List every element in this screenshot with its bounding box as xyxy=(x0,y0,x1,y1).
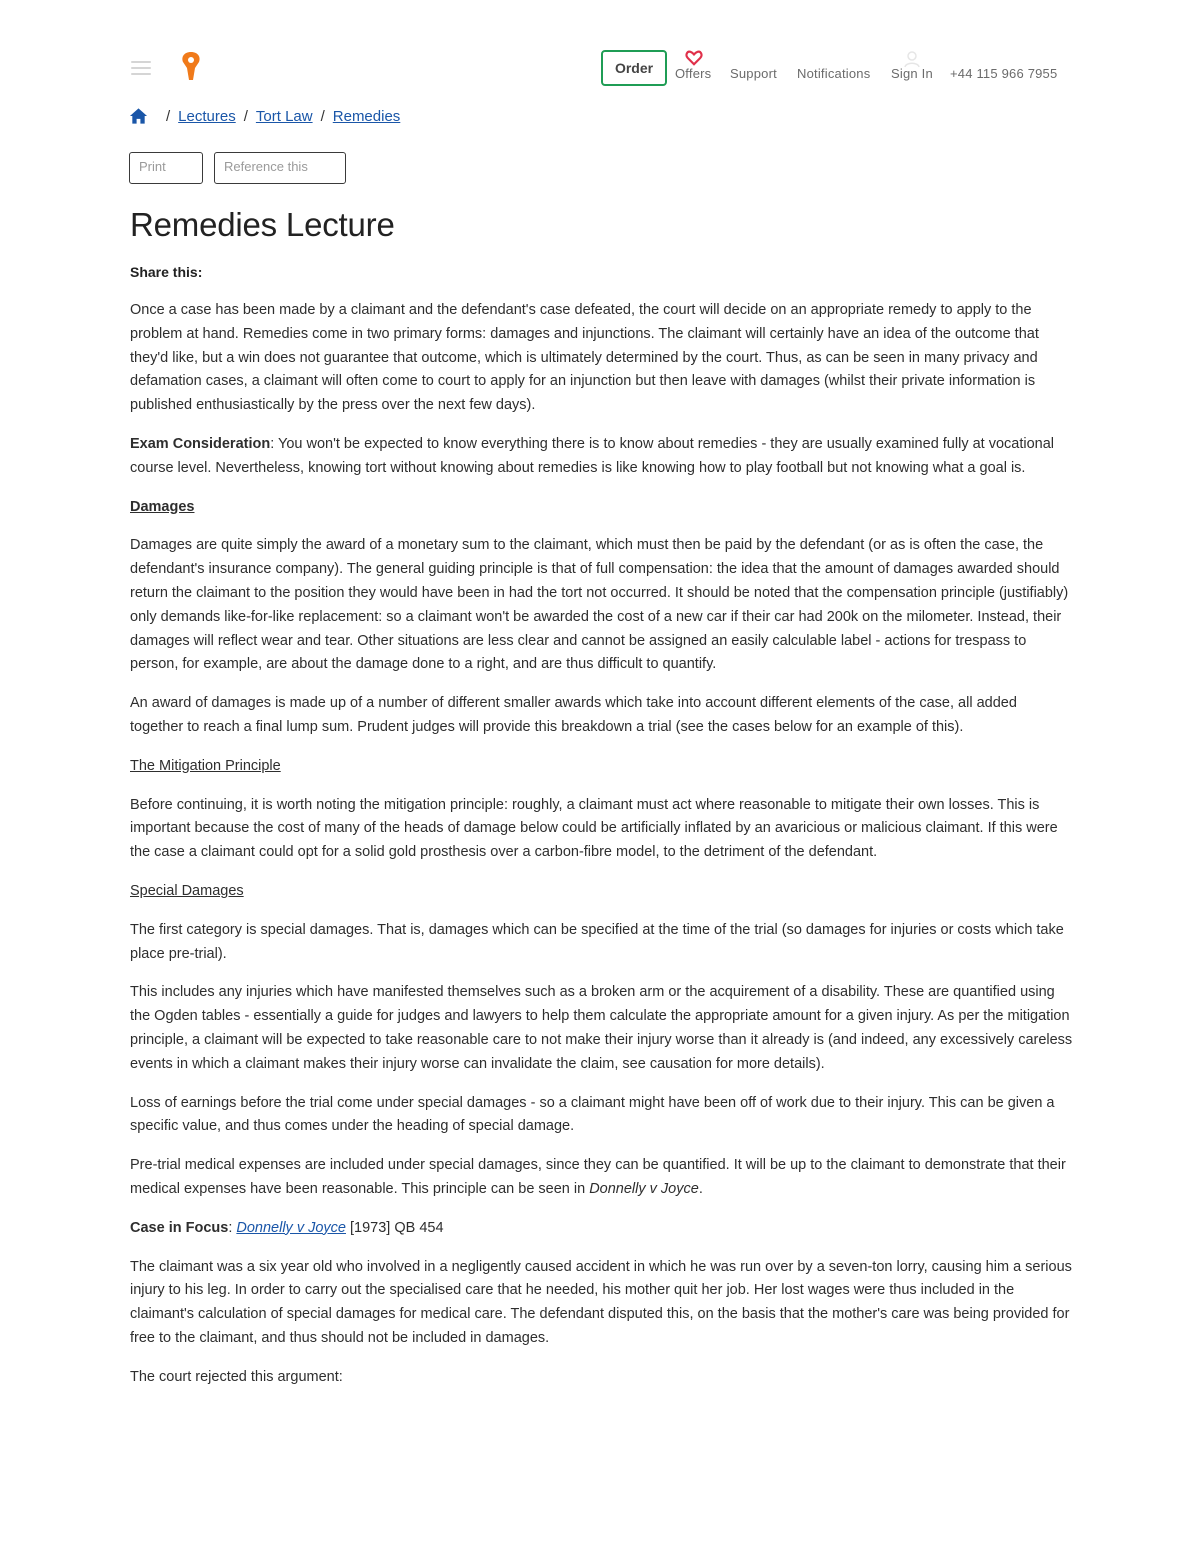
reference-button[interactable]: Reference this xyxy=(214,152,346,184)
home-icon[interactable] xyxy=(129,107,148,125)
p8-text: Pre-trial medical expenses are included under special damages, since they can be quantified. It will be up to the claimant to demonstrate that their medical expenses have been reasonable. This principle can be seen in xyxy=(130,1157,1066,1197)
case-facts-paragraph: The claimant was a six year old who involved in a negligently caused accident in which he was run over by a seven-ton lorry, causing him a serious injury to his leg. In order to carry out the specialised care that he needed, his mother quit her job. Her lost wages were thus included in the claimant's calculation of special damages for medical care. The defendant disputed this, on the basis that the mother's care was being provided for free to the claimant, and thus should not be included in damages. xyxy=(130,1258,1072,1346)
special-paragraph-2: This includes any injuries which have manifested themselves such as a broken arm or the acquirement of a disability. These are quantified using the Ogden tables - essentially a guide for judges and lawyers to help them calculate the appropriate amount for a given injury. As per the mitigation principle, a claimant will be expected to take reasonable care to not make their injury worse than it already is (and indeed, any excessively careless events in which a claimant makes their injury worse can invalidate the claim, see causation for more details). xyxy=(130,984,1073,1072)
article xyxy=(130,206,1074,1404)
exam-consideration xyxy=(130,433,1074,481)
nav-phone[interactable]: +44 115 966 7955 xyxy=(950,66,1058,81)
exam-text: : You won't be expected to know everything there is to know about remedies - they are usually examined fully at vocational course level. Nevertheless, knowing tort without knowing about remedies is like knowing how to play football but not knowing what a goal is. xyxy=(130,435,1055,476)
exam-label: Exam Consideration xyxy=(130,435,271,452)
focus-colon: : xyxy=(228,1219,237,1236)
mitigation-paragraph: Before continuing, it is worth noting the mitigation principle: roughly, a claimant must act where reasonable to mitigate their own losses. This is important because the cost of many of the heads of damage below could be artificially inflated by an avaricious or malicious claimant. If this were the case a claimant could opt for a solid gold prosthesis over a carbon-fibre model, to the detriment of the defendant. xyxy=(130,796,1058,861)
site-header xyxy=(0,44,1200,94)
special-damages-heading: Special Damages xyxy=(130,882,244,899)
page-title: Remedies Lecture xyxy=(130,206,395,243)
hamburger-menu-icon[interactable] xyxy=(131,61,151,75)
heart-icon xyxy=(685,50,703,66)
p8-case: Donnelly v Joyce xyxy=(589,1180,699,1197)
logo-icon[interactable] xyxy=(178,50,204,86)
breadcrumb-lectures[interactable]: Lectures xyxy=(178,107,236,125)
nav-support[interactable]: Support xyxy=(730,66,777,81)
order-button[interactable]: Order xyxy=(601,50,667,86)
intro-paragraph: Once a case has been made by a claimant and the defendant's case defeated, the court will decide on an appropriate remedy to apply to the problem at hand. Remedies come in two primary forms: damages and injunctions. The claimant will certainly have an idea of the outcome that they'd like, but a win does not guarantee that outcome, which is ultimately determined by the court. Thus, as can be seen in many privacy and defamation cases, a claimant will often come to court to apply for an injunction but then leave with damages (whilst their private information is published enthusiastically by the press over the next few days). xyxy=(130,302,1039,414)
breadcrumb-separator: / xyxy=(320,107,325,125)
nav-notifications[interactable]: Notifications xyxy=(797,66,871,81)
breadcrumb-separator: / xyxy=(166,107,171,125)
case-in-focus xyxy=(130,1217,1074,1241)
nav-offers[interactable]: Offers xyxy=(675,66,712,81)
special-paragraph-1: The first category is special damages. That is, damages which can be specified at the time of the trial (so damages for injuries or costs which take place pre-trial). xyxy=(130,921,1064,962)
breadcrumb xyxy=(129,107,400,125)
p8-end: . xyxy=(698,1180,703,1197)
focus-label: Case in Focus xyxy=(130,1219,229,1236)
award-paragraph: An award of damages is made up of a number of different smaller awards which take into account different elements of the case, all added together to reach a final lump sum. Prudent judges will provide this breakdown a trial (see the cases below for an example of this). xyxy=(130,695,1017,735)
breadcrumb-separator: / xyxy=(243,107,248,125)
print-button[interactable]: Print xyxy=(129,152,203,184)
nav-signin[interactable]: Sign In xyxy=(891,66,933,81)
damages-paragraph: Damages are quite simply the award of a monetary sum to the claimant, which must then be paid by the defendant (or as is often the case, the defendant's insurance company). The general guiding principle is that of full compensation: the idea that the amount of damages awarded should return the claimant to the position they would have been in had the tort not occurred. It should be noted that the compensation principle (justifiably) only demands like-for-like replacement: so a claimant won't be awarded the cost of a new car if their car had 200k on the milometer. Instead, their damages will reflect wear and tear. Other situations are less clear and cannot be assigned an easily calculable label - actions for trespass to person, for example, are about the damage done to a right, and are thus difficult to quantify. xyxy=(130,537,1069,673)
special-paragraph-4 xyxy=(130,1154,1074,1202)
damages-heading: Damages xyxy=(130,498,195,515)
mitigation-heading: The Mitigation Principle xyxy=(130,757,281,774)
special-paragraph-3: Loss of earnings before the trial come under special damages - so a claimant might have been off of work due to their injury. This can be given a specific value, and thus comes under the heading of special damage. xyxy=(130,1094,1055,1135)
court-rejected-paragraph: The court rejected this argument: xyxy=(130,1368,343,1385)
share-label: Share this: xyxy=(130,264,203,280)
breadcrumb-tort-law[interactable]: Tort Law xyxy=(255,107,313,125)
focus-citation: [1973] QB 454 xyxy=(345,1219,444,1236)
case-link[interactable]: Donnelly v Joyce xyxy=(236,1219,346,1236)
breadcrumb-remedies[interactable]: Remedies xyxy=(332,107,401,125)
